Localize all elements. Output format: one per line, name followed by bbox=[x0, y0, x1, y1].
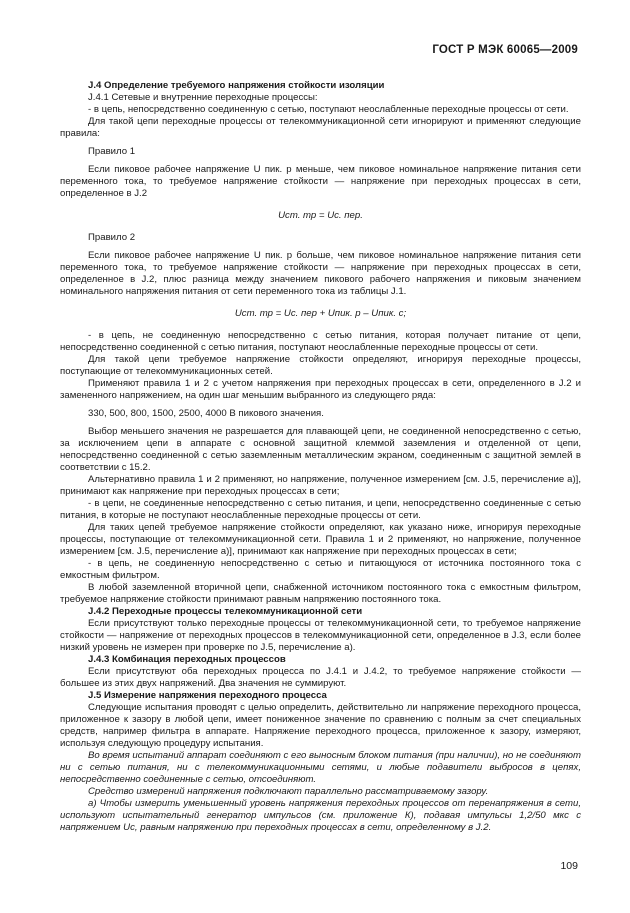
voltage-series: 330, 500, 800, 1500, 2500, 4000 В пикового значения. bbox=[88, 408, 324, 419]
paragraph-italic: а) Чтобы измерить уменьшенный уровень напряжения переходных процессов от перенапряжения в сети, используют испытательный генератор импульсов (см. приложение К), подавая импульсы 1,2/50 мкс с напряжением Uc, равным напряжению при переходных процессах в сети, определенному в J.2. bbox=[60, 798, 581, 833]
paragraph: - в цепь, непосредственно соединенную с сетью, поступают неослабленные переходные процессы от сети. bbox=[88, 104, 569, 115]
paragraph: Если присутствуют оба переходных процесса по J.4.1 и J.4.2, то требуемое напряжение стойкости — большее из этих двух напряжений. Два значения не суммируют. bbox=[60, 666, 581, 689]
paragraph: - в цепь, не соединенную непосредственно с сетью питания, которая получает питание от цепи, непосредственно соединенной с сетью питания, поступают неослабленные переходные процессы от сети. bbox=[60, 330, 581, 353]
formula-1: Uст. тр = Uс. пер. bbox=[278, 210, 363, 221]
rule-1-text: Если пиковое рабочее напряжение U пик. р меньше, чем пиковое номинальное напряжение питания сети переменного тока, то требуемое напряжение стойкости — напряжение при переходных процессах в сети, определенное в J.2 bbox=[60, 164, 581, 199]
rule-2-label: Правило 2 bbox=[88, 232, 136, 243]
paragraph: Выбор меньшего значения не разрешается для плавающей цепи, не соединенной непосредственно с сетью, за исключением цепи в аппарате с основной защитной клеммой заземления и отделенной от цепи, непосредственно соединенной с сетью заземленным металлическим экраном, соединенным с защитной землей в соответствии с 15.2. bbox=[60, 426, 581, 473]
document-body bbox=[60, 80, 581, 834]
paragraph: Для такой цепи требуемое напряжение стойкости определяют, игнорируя переходные процессы, поступающие от телекоммуникационных сетей. bbox=[60, 354, 581, 377]
paragraph-italic: Средство измерений напряжения подключают параллельно рассматриваемому зазору. bbox=[88, 786, 489, 797]
section-j4-title: J.4 Определение требуемого напряжения стойкости изоляции bbox=[88, 80, 385, 91]
paragraph: Для таких цепей требуемое напряжение стойкости определяют, как указано ниже, игнорируя переходные процессы, поступающие от телекоммуникационной сети. Правила 1 и 2 применяют, но напряжение, полученное измерением [см. J.5, перечисление а)], принимают как напряжение при переходных процессах в сети; bbox=[60, 522, 581, 557]
paragraph-italic: Во время испытаний аппарат соединяют с его выносным блоком питания (при наличии), но не соединяют ни с сетью питания, ни с телекоммуникационными сетями, и любые подавители выбросов в цепях, непосредственно соединенные с сетью, отсоединяют. bbox=[60, 750, 581, 785]
paragraph: Для такой цепи переходные процессы от телекоммуникационной сети игнорируют и применяют следующие правила: bbox=[60, 116, 581, 139]
subsection-j41: J.4.1 Сетевые и внутренние переходные процессы: bbox=[88, 92, 318, 103]
paragraph: Применяют правила 1 и 2 с учетом напряжения при переходных процессах в сети, определенного в J.2 и замененного напряжением, на один шаг меньшим выбранного из следующего ряда: bbox=[60, 378, 581, 401]
page-number: 109 bbox=[560, 860, 578, 872]
paragraph: В любой заземленной вторичной цепи, снабженной источником постоянного тока с емкостным фильтром, требуемое напряжение стойкости принимают равным напряжению постоянного тока. bbox=[60, 582, 581, 605]
document-header: ГОСТ Р МЭК 60065—2009 bbox=[432, 44, 578, 56]
subsection-j42: J.4.2 Переходные процессы телекоммуникационной сети bbox=[88, 606, 363, 617]
rule-1-label: Правило 1 bbox=[88, 146, 136, 157]
rule-2-text: Если пиковое рабочее напряжение U пик. р больше, чем пиковое номинальное напряжение питания сети переменного тока, то требуемое напряжение стойкости — напряжение при переходных процессах в сети, определенное в J.2, плюс разница между значением пикового рабочего напряжения и пиковым значением номинального напряжения питания от сети переменного тока из таблицы J.1. bbox=[60, 250, 581, 297]
paragraph: Следующие испытания проводят с целью определить, действительно ли напряжение переходного процесса, приложенное к зазору в любой цепи, имеет пониженное значение по сравнению с полным за счет специальных средств, например фильтра в аппарате. Напряжение переходного процесса, приложенное к зазору, измеряют, используя следующую процедуру испытания. bbox=[60, 702, 581, 749]
paragraph: - в цепь, не соединенную непосредственно с сетью и питающуюся от источника постоянного тока с емкостным фильтром. bbox=[60, 558, 581, 581]
paragraph: Альтернативно правила 1 и 2 применяют, но напряжение, полученное измерением [см. J.5, перечисление а)], принимают как напряжение при переходных процессах в сети; bbox=[60, 474, 581, 497]
subsection-j43: J.4.3 Комбинация переходных процессов bbox=[88, 654, 286, 665]
formula-2: Uст. тр = Uс. пер + Uпик. р – Uпик. с; bbox=[234, 308, 407, 319]
section-j5-title: J.5 Измерение напряжения переходного процесса bbox=[88, 690, 327, 701]
paragraph: Если присутствуют только переходные процессы от телекоммуникационной сети, то требуемое напряжение стойкости — напряжение от переходных процессов в телекоммуникационной сети, определенное в J.3, если более низкий уровень не измерен при проверке по J.5, перечисление а). bbox=[60, 618, 581, 653]
paragraph: - в цепи, не соединенные непосредственно с сетью питания, и цепи, непосредственно соединенные с сетью питания, в которые не поступают неослабленные переходные процессы от сети. bbox=[60, 498, 581, 521]
